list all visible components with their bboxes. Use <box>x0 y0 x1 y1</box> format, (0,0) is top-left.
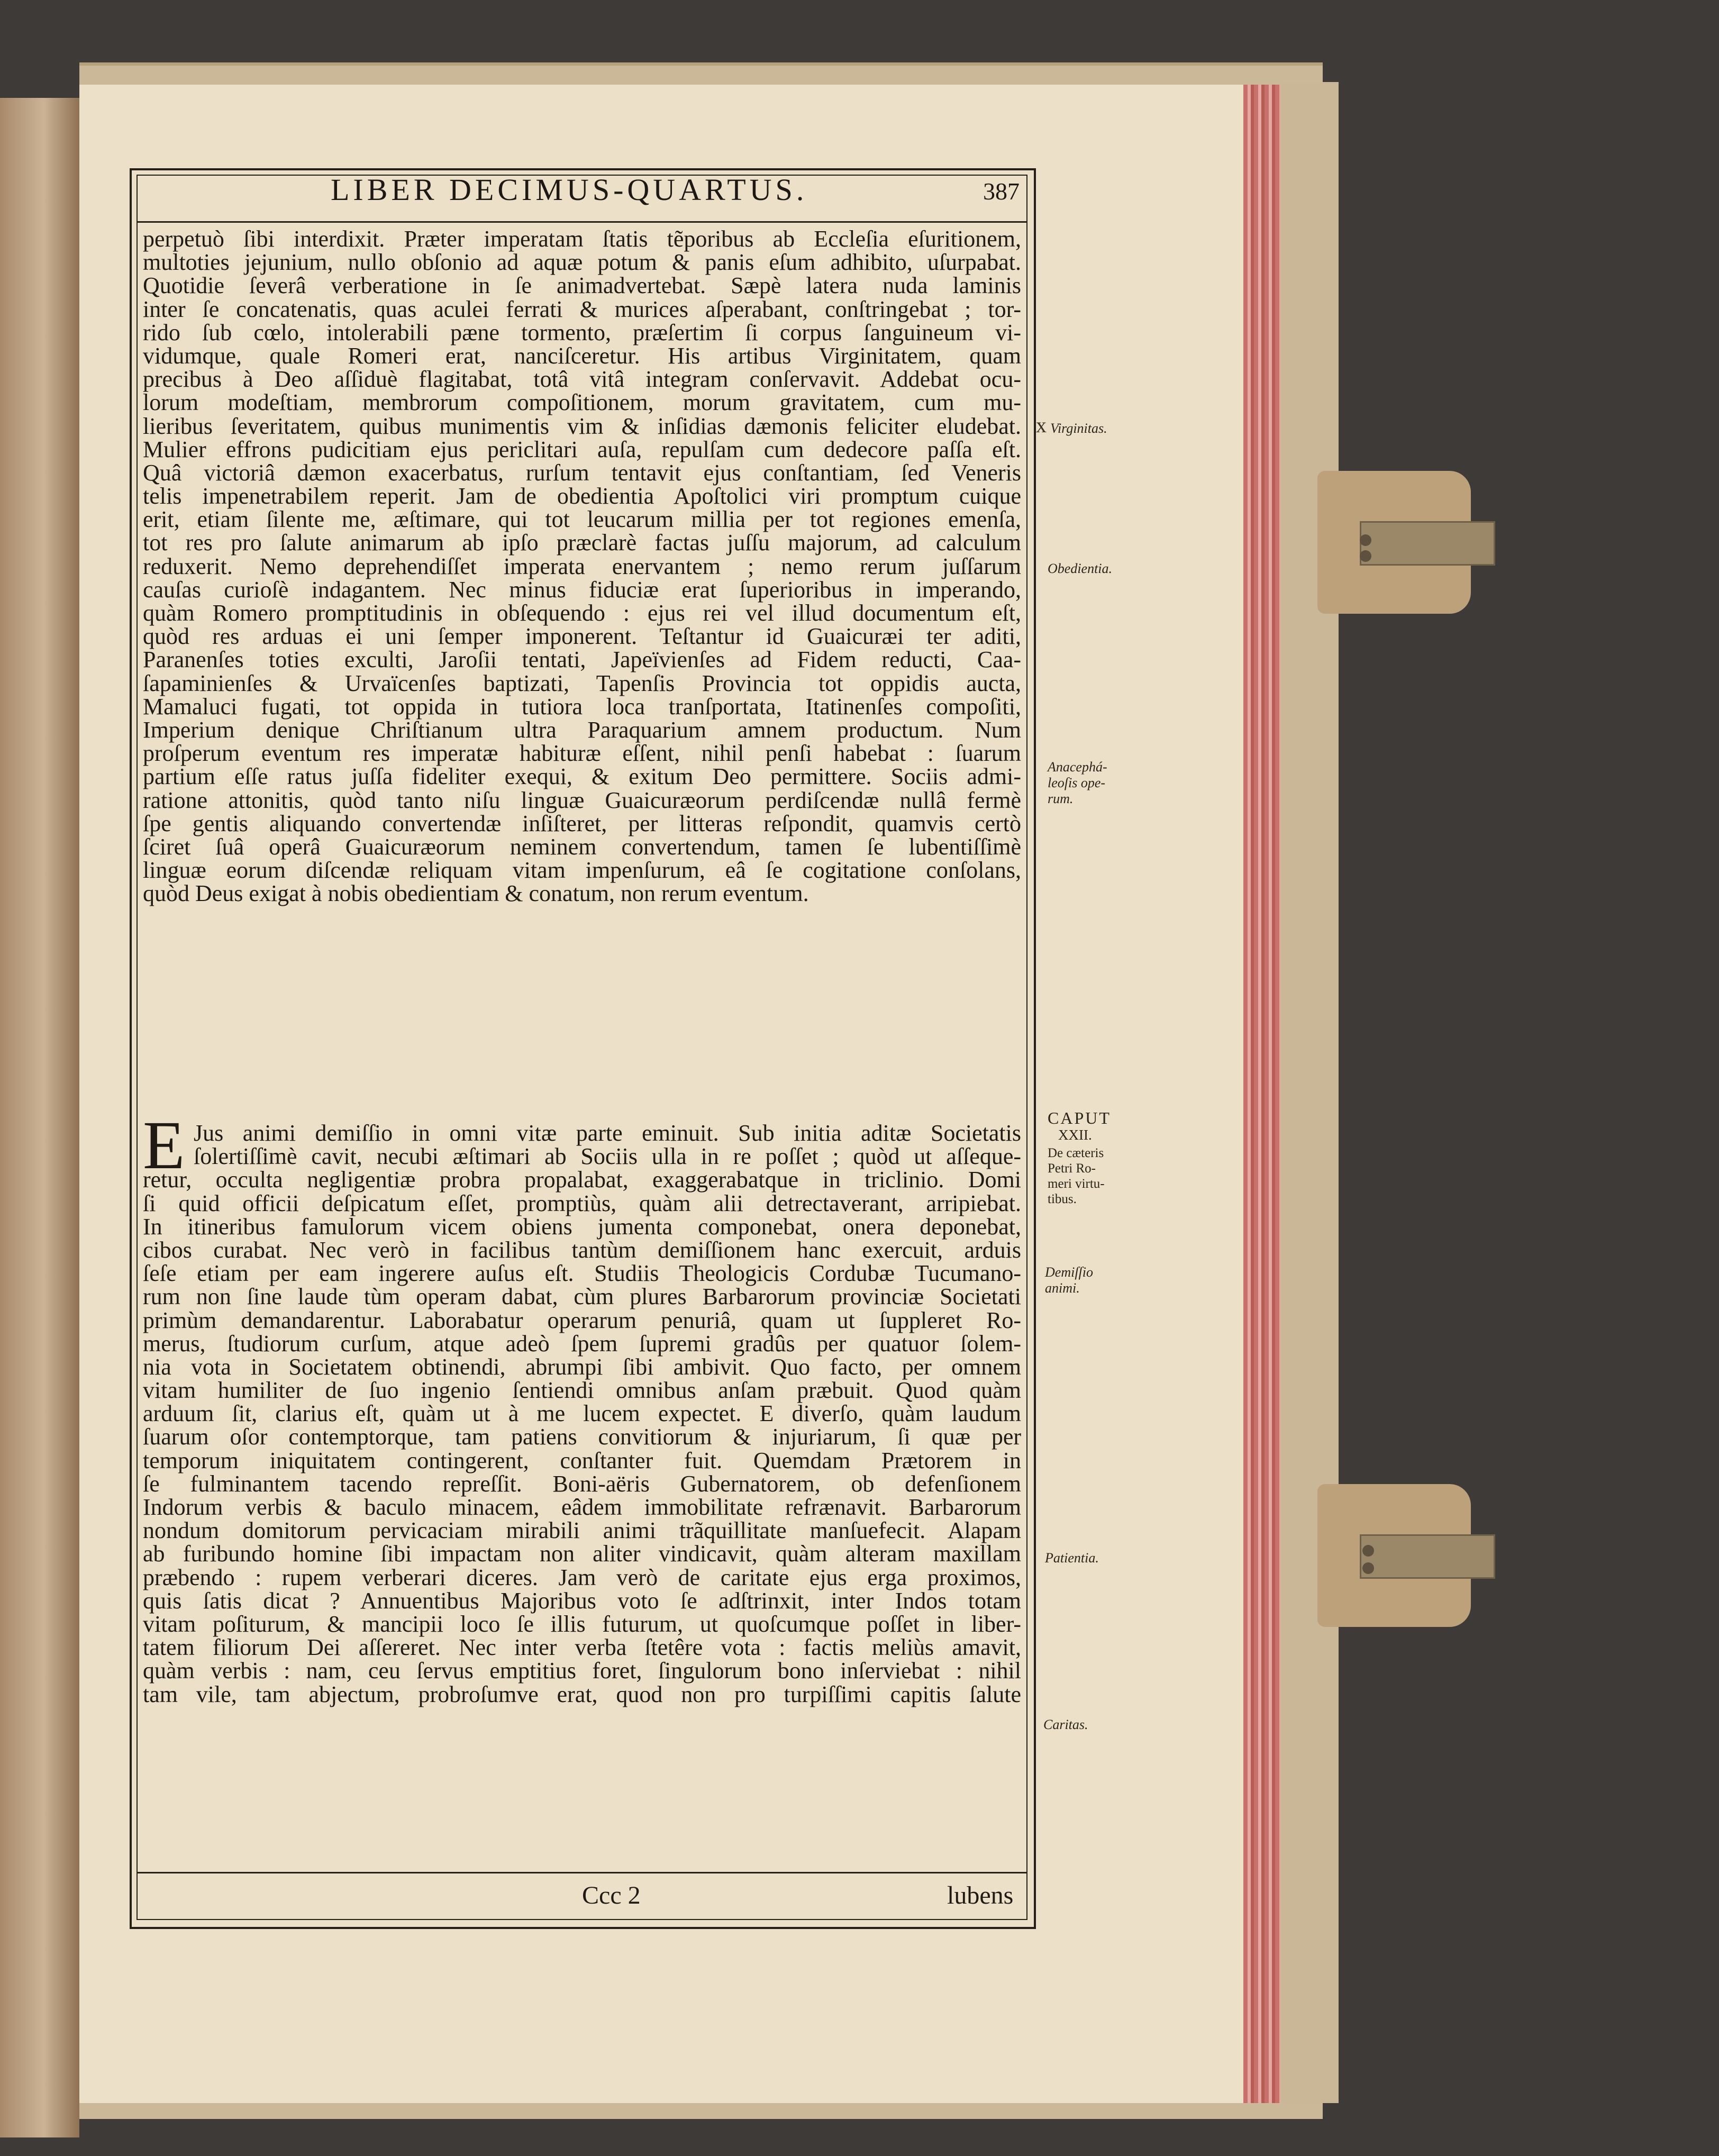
binding-edge <box>1280 82 1339 2103</box>
margin-note-line: Demiſſio <box>1045 1265 1093 1280</box>
text-line: ſapaminienſes & Urvaïcenſes baptizati, Tapenſis Provincia tot oppidis aucta, <box>143 670 1021 696</box>
text-line: ab furibundo homine ſibi impactam non aliter vindicavit, quàm alteram maxillam <box>143 1541 1021 1567</box>
text-line: præbendo : rupem verberari diceres. Jam verò de caritate ejus erga proximos, <box>143 1564 1021 1590</box>
chapter-description-line: meri virtu- <box>1048 1177 1105 1191</box>
text-line: Paranenſes toties exculti, Jaroſii tentati, Japeïvienſes ad Fidem reducti, Caa- <box>143 647 1021 673</box>
text-line: reduxerit. Nemo deprehendiſſet imperata enervantem ; nemo rerum juſſarum <box>143 553 1021 579</box>
rivet <box>1362 1562 1374 1574</box>
text-line: ſciret ſuâ operâ Guaicuræorum neminem convertendum, tamen ſe lubentiſſimè <box>143 833 1021 860</box>
chapter-description-line: De cæteris <box>1048 1146 1104 1160</box>
text-line: Quotidie ſeverâ verberatione in ſe animadvertebat. Sæpè latera nuda laminis <box>143 272 1021 299</box>
text-line: Quâ victoriâ dæmon exacerbatus, rurſum tentavit ejus conſtantiam, ſed Veneris <box>143 459 1021 486</box>
text-line: vitam humiliter de ſuo ingenio ſentiendi omnibus anſam præbuit. Quod quàm <box>143 1377 1021 1404</box>
margin-note-virginitas: Virginitas. <box>1050 421 1107 436</box>
rivet <box>1360 534 1371 546</box>
margin-marker: x <box>1036 413 1047 437</box>
lower-clasp-strap <box>1360 1534 1495 1579</box>
text-line: tot res pro ſalute animarum ab ipſo præclarè factas juſſu majorum, ad calculum <box>143 530 1021 556</box>
text-line: partium eſſe ratus juſſa fideliter exequi, & exitum Deo permittere. Sociis admi- <box>143 763 1021 790</box>
text-line: inter ſe concatenatis, quas aculei ferrati & murices aſperabant, conſtringebat ; tor- <box>143 296 1021 322</box>
rivet <box>1362 1545 1374 1557</box>
paragraph-1 <box>143 228 1021 905</box>
text-line: lieribus ſeveritatem, quibus munimentis vim & inſidias dæmonis feliciter eludebat. <box>143 413 1021 439</box>
text-line: quòd res arduas ei uni ſemper imponerent. Teſtantur id Guaicuræi ter aditi, <box>143 623 1021 650</box>
footer-rule <box>137 1872 1026 1873</box>
chapter-heading: CAPUT <box>1048 1108 1111 1127</box>
text-line: temporum iniquitatem contingerent, conſtanter fuit. Quemdam Prætorem in <box>143 1447 1021 1473</box>
text-line: quòd Deus exigat à nobis obedientiam & conatum, non rerum eventum. <box>143 880 809 907</box>
text-line: ſe fulminantem tacendo repreſſit. Boni-aëris Gubernatorem, ob defenſionem <box>143 1470 1021 1497</box>
text-line: nondum domitorum pervicaciam mirabili animi trãquillitate manſuefecit. Alapam <box>143 1517 1021 1544</box>
text-line: precibus à Deo aſſiduè flagitabat, totâ vitâ integram conſervavit. Addebat ocu- <box>143 366 1021 393</box>
text-line: linguæ eorum diſcendæ reliquam vitam impenſurum, eâ ſe cogitatione conſolans, <box>143 857 1021 884</box>
red-page-edges <box>1243 85 1280 2103</box>
text-line: erit, etiam ſilente me, æſtimare, qui tot leucarum millia per tot regiones emenſa, <box>143 506 1021 533</box>
text-line: proſperum eventum res imperatæ habituræ eſſent, nihil penſi habebat : ſuarum <box>143 740 1021 767</box>
text-line: quàm verbis : nam, ceu ſervus emptitius foret, ſingulorum bono inſerviebat : nihil <box>143 1658 1021 1684</box>
text-line: tam vile, tam abjectum, probroſumve erat, quod non pro turpiſſimi capitis ſalute <box>143 1681 1021 1707</box>
upper-clasp-strap <box>1360 521 1495 566</box>
catchword: lubens <box>947 1881 1014 1909</box>
text-line: quis ſatis dicat ? Annuentibus Majoribus voto ſe adſtrinxit, inter Indos totam <box>143 1587 1021 1614</box>
margin-note-line: leoſis ope- <box>1048 775 1106 790</box>
text-line: telis impenetrabilem reperit. Jam de obedientia Apoſtolici viri promptum cuique <box>143 483 1021 510</box>
signature-mark: Ccc 2 <box>582 1881 641 1909</box>
lower-clasp <box>1317 1484 1471 1627</box>
text-line: perpetuò ſibi interdixit. Præter imperatam ſtatis tẽporibus ab Eccleſia eſuritionem, <box>143 226 1021 252</box>
text-line: Indorum verbis & baculo minacem, eâdem immobilitate refrænavit. Barbarorum <box>143 1494 1021 1520</box>
text-line: cauſas curioſè indagantem. Nec minus fiduciæ erat ſuperioribus in imperando, <box>143 576 1021 603</box>
chapter-description <box>1048 1145 1127 1207</box>
drop-capital: E <box>143 1107 185 1184</box>
margin-note-line: animi. <box>1045 1280 1080 1296</box>
text-line: merus, ſtudiorum curſum, atque adeò ſpem ſupremi gradûs per quatuor ſolem- <box>143 1330 1021 1357</box>
margin-note-line: rum. <box>1048 791 1074 806</box>
margin-note-anacephalaeosis <box>1048 759 1107 807</box>
chapter-description-line: Petri Ro- <box>1048 1161 1096 1176</box>
text-line: In itineribus famulorum vicem obiens jumenta componebat, onera deponebat, <box>143 1213 1021 1240</box>
text-line: quàm Romero promptitudinis in obſequendo : ejus rei vel illud documentum eſt, <box>143 600 1021 626</box>
page-number: 387 <box>983 178 1020 205</box>
text-line: ratione attonitis, quòd tanto niſu linguæ Guaicuræorum perdiſcendæ nullâ fermè <box>143 787 1021 813</box>
margin-note-obedientia: Obedientia. <box>1048 561 1113 576</box>
text-line: ſi quid officii deſpicatum eſſet, promptiùs, quàm alii detrectaverant, arripiebat. <box>143 1190 1021 1216</box>
text-line: vidumque, quale Romeri erat, nanciſceretur. His artibus Virginitatem, quam <box>143 342 1021 369</box>
left-page-edge <box>0 98 79 2137</box>
text-line: Mulier effrons pudicitiam ejus periclitari auſa, repulſam cum dedecore paſſa eſt. <box>143 436 1021 462</box>
text-line: multoties jejunium, nullo obſonio ad aquæ potum & panis eſum adhibito, uſurpabat. <box>143 249 1021 276</box>
text-line: arduum ſit, clarius eſt, quàm ut à me lucem expectet. E diverſo, quàm laudum <box>143 1400 1021 1427</box>
rivet <box>1360 550 1371 562</box>
text-line: retur, occulta negligentiæ probra propalabat, exaggerabatque in triclinio. Domi <box>143 1167 1021 1193</box>
paragraph-2 <box>143 1122 1021 1730</box>
text-line: nia vota in Societatem obtinendi, abrumpi ſibi ambivit. Quo facto, per omnem <box>143 1353 1021 1380</box>
text-line: cibos curabat. Nec verò in facilibus tantùm demiſſionem hanc exercuit, arduis <box>143 1236 1021 1263</box>
text-line: rum non ſine laude tùm operam dabat, cùm plures Barbarorum provinciæ Societati <box>143 1284 1021 1310</box>
text-line: ſpe gentis aliquando convertendæ inſiſteret, per litteras reſpondit, quamvis certò <box>143 810 1021 836</box>
text-line: ſuarum oſor contemptorque, tam patiens convitiorum & injuriarum, ſi quæ per <box>143 1424 1021 1450</box>
header-rule <box>137 221 1026 223</box>
upper-clasp <box>1317 471 1471 614</box>
margin-note-patientia: Patientia. <box>1045 1550 1099 1566</box>
text-line: rido ſub cœlo, intolerabili pæne tormento, præſertim ſi corpus ſanguineum vi- <box>143 319 1021 345</box>
margin-note-demissio <box>1045 1265 1093 1296</box>
text-line <box>143 1706 1021 1730</box>
text-line: Jus animi demiſſio in omni vitæ parte eminuit. Sub initia aditæ Societatis <box>194 1120 1021 1146</box>
margin-note-caritas: Caritas. <box>1043 1717 1088 1732</box>
text-line: Mamaluci fugati, tot oppida in tutiora loca tranſportata, Itatinenſes compoſiti, <box>143 693 1021 720</box>
text-line: tatem filiorum Dei aſſereret. Nec inter verba ſtetêre vota : factis meliùs amavit, <box>143 1634 1021 1661</box>
margin-note-line: Anacephá- <box>1048 759 1107 775</box>
text-line: vitam poſiturum, & mancipii loco ſe illis futurum, ut quoſcumque poſſet in liber- <box>143 1611 1021 1637</box>
running-head: LIBER DECIMUS-QUARTUS. <box>331 172 808 207</box>
text-line: Imperium denique Chriſtianum ultra Paraquarium amnem productum. Num <box>143 716 1021 743</box>
chapter-description-line: tibus. <box>1048 1192 1077 1206</box>
text-line: primùm demandarentur. Laborabatur operarum penuriâ, quam ut ſuppleret Ro- <box>143 1307 1021 1333</box>
text-line: ſeſe etiam per eam ingerere auſus eſt. Studiis Theologicis Cordubæ Tucumano- <box>143 1260 1021 1287</box>
text-line: ſolertiſſimè cavit, necubi æſtimari ab Sociis ulla in re poſſet ; quòd ut aſſeque- <box>194 1143 1021 1170</box>
text-line: lorum modeſtiam, membrorum compoſitionem, morum gravitatem, cum mu- <box>143 389 1021 416</box>
chapter-number: XXII. <box>1058 1127 1092 1143</box>
